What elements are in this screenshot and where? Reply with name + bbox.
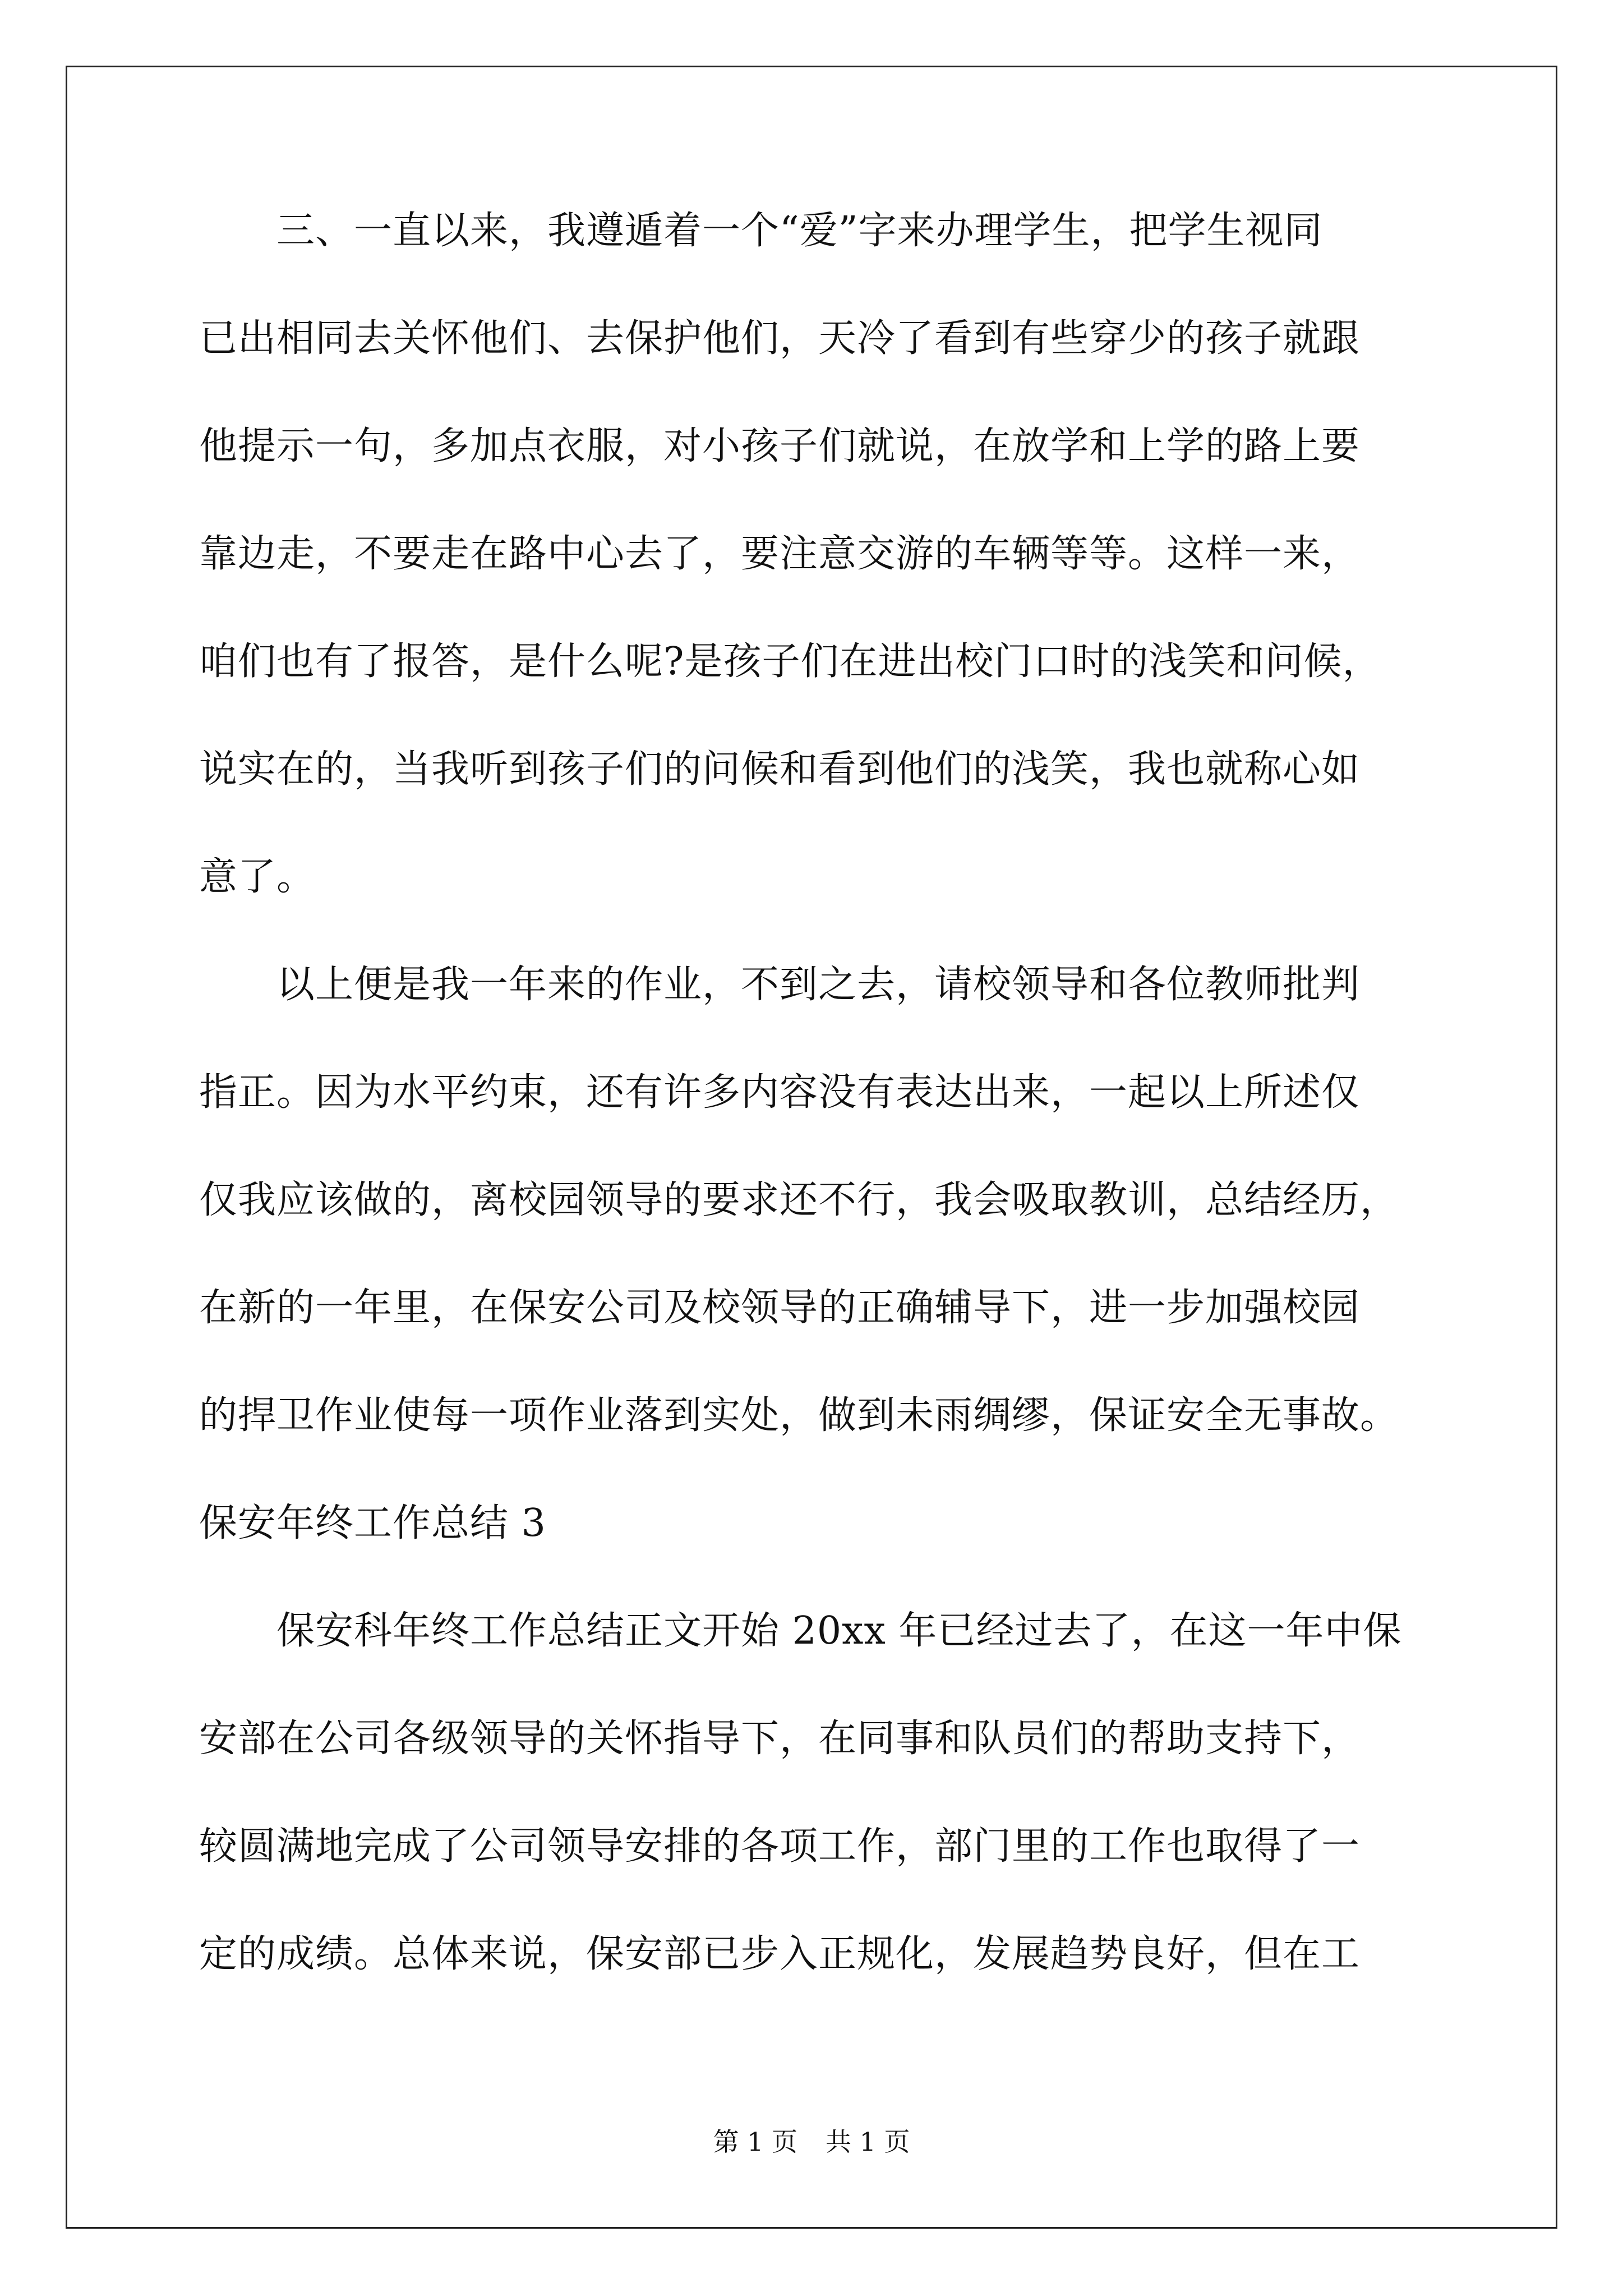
- text-line: 的捍卫作业使每一项作业落到实处，做到未雨绸缪，保证安全无事故。: [199, 1393, 1399, 1438]
- text-line: 三、一直以来，我遵遁着一个“爱”字来办理学生，把学生视同: [199, 209, 1323, 253]
- text-line: 在新的一年里，在保安公司及校领导的正确辅导下，进一步加强校园: [199, 1286, 1361, 1330]
- page-footer: [0, 2125, 1623, 2159]
- text-line: 咱们也有了报答，是什么呢?是孩子们在进出校门口时的浅笑和问候，: [199, 639, 1381, 684]
- text-line: 意了。: [199, 855, 316, 899]
- text-line: 已出相同去关怀他们、去保护他们，天冷了看到有些穿少的孩子就跟: [199, 316, 1361, 361]
- text-line: 他提示一句，多加点衣服，对小孩子们就说，在放学和上学的路上要: [199, 424, 1361, 468]
- page-number: 第 1 页: [713, 2127, 797, 2157]
- page-border: [66, 66, 1557, 2229]
- text-line: 说实在的，当我听到孩子们的问候和看到他们的浅笑，我也就称心如: [199, 747, 1361, 792]
- text-line: 仅我应该做的，离校园领导的要求还不行，我会吸取教训，总结经历，: [199, 1178, 1399, 1222]
- text-line: 保安科年终工作总结正文开始 20xx 年已经过去了，在这一年中保: [199, 1609, 1402, 1653]
- text-line: 定的成绩。总体来说，保安部已步入正规化，发展趋势良好，但在工: [199, 1932, 1361, 1976]
- page-total: 共 1 页: [826, 2127, 910, 2157]
- text-line: 安部在公司各级领导的关怀指导下，在同事和队员们的帮助支持下，: [199, 1717, 1361, 1761]
- text-line: 靠边走，不要走在路中心去了，要注意交游的车辆等等。这样一来，: [199, 532, 1361, 576]
- text-line: 较圆满地完成了公司领导安排的各项工作，部门里的工作也取得了一: [199, 1824, 1361, 1869]
- text-line: 以上便是我一年来的作业，不到之去，请校领导和各位教师批判: [199, 963, 1361, 1007]
- section-heading: 保安年终工作总结 3: [199, 1501, 546, 1545]
- text-line: 指正。因为水平约束，还有许多内容没有表达出来，一起以上所述仅: [199, 1070, 1361, 1115]
